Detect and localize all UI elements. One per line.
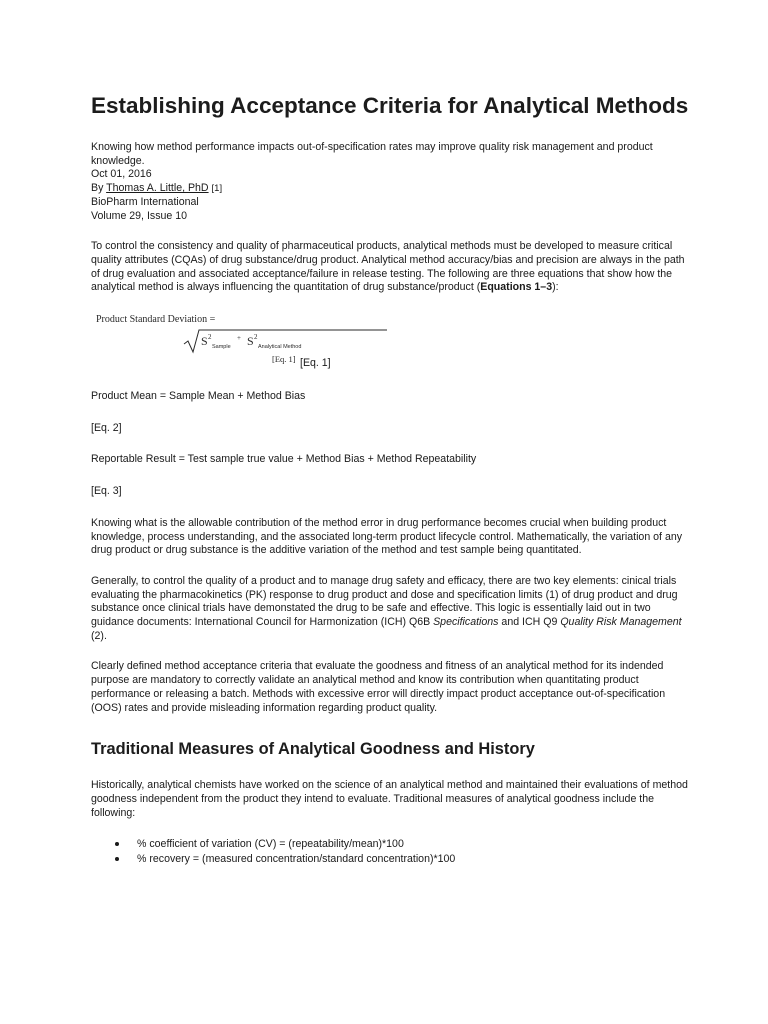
equation-1-image xyxy=(91,314,411,372)
list-item-text: % coefficient of variation (CV) = (repeatability/mean)*100 xyxy=(137,838,404,851)
section-heading: Traditional Measures of Analytical Goodness and History xyxy=(91,740,535,759)
goodness-measures-list xyxy=(91,837,691,866)
intro-paragraph xyxy=(91,240,691,295)
key-elements-ref: (2). xyxy=(91,629,107,642)
quality-risk-management-title: Quality Risk Management xyxy=(560,616,682,629)
author-ref: [1] xyxy=(211,183,223,195)
publication-name: BioPharm International xyxy=(91,195,199,208)
intro-text: To control the consistency and quality of pharmaceutical products, analytical methods must be developed to measure critical quality attributes (CQAs) of drug substance/drug product. Analytical method accuracy/bias and precision are always in the path of drug evaluation and associated acceptance/failure in release testing. The following are three equations that show how the analytical method is always influencing the quantitation of drug substance/product ( xyxy=(91,240,685,294)
volume-issue: Volume 29, Issue 10 xyxy=(91,209,187,222)
bullet-icon xyxy=(115,857,119,861)
paragraph-method-error: Knowing what is the allowable contribution of the method error in drug performance becomes crucial when building product knowledge, process understanding, and the associated long-term product lifecycle control. Mathematically, the variation of any drug product or drug substance is the additive variation of the method and test sample being quantitated. xyxy=(91,516,683,557)
term-s-method-sup: 2 xyxy=(254,333,258,342)
plus-sign: + xyxy=(237,334,241,343)
square-root-formula xyxy=(182,328,392,354)
intro-text-end: ): xyxy=(552,281,559,294)
key-elements-text-2: and ICH Q9 xyxy=(498,616,561,629)
equation-1-title: Product Standard Deviation = xyxy=(96,314,216,326)
equation-3-label: [Eq. 3] xyxy=(91,485,122,498)
paragraph-history: Historically, analytical chemists have worked on the science of an analytical method and maintained their evaluations of method goodness independent from the product they intend to evaluate. Traditional measures of analytical goodness include the following: xyxy=(91,779,688,819)
list-item xyxy=(91,837,691,852)
article-date: Oct 01, 2016 xyxy=(91,168,152,181)
term-s-sample-sub: Sample xyxy=(212,344,231,351)
byline xyxy=(91,182,691,196)
equation-3-text: Reportable Result = Test sample true value + Method Bias + Method Repeatability xyxy=(91,453,477,466)
intro-equations-ref: Equations 1–3 xyxy=(480,281,553,294)
term-s-method-sub: Analytical Method xyxy=(258,344,302,351)
bullet-icon xyxy=(115,842,119,846)
key-elements-text: Generally, to control the quality of a product and to manage drug safety and efficacy, there are two key elements: cinical trials evaluating the pharmacokinetics (PK) response to drug product and dose and specification limits (1) of drug product and drug substance once clinical trials have demonstated the drug to be safe and effective. This logic is essentially laid out in two guidance documents: International Council for Harmonization (ICH) Q6B xyxy=(91,574,678,629)
article-subtitle: Knowing how method performance impacts out-of-specification rates may improve quality risk management and product knowledge. xyxy=(91,141,653,167)
equation-1-image-tag: [Eq. 1] xyxy=(272,354,296,365)
term-s-sample-sup: 2 xyxy=(208,333,212,342)
term-s-method: S xyxy=(247,334,254,349)
list-item-text: % recovery = (measured concentration/standard concentration)*100 xyxy=(137,852,456,865)
specifications-title: Specifications xyxy=(433,616,499,629)
paragraph-acceptance-criteria: Clearly defined method acceptance criteria that evaluate the goodness and fitness of an analytical method for its indended purpose are mandatory to correctly validate an analytical method and know its contribution when quantitating product performance or releasing a batch. Methods with excessive error will directly impact product acceptance out-of-specification (OOS) rates and provide misleading information regarding product quality. xyxy=(91,660,666,714)
equation-1-label: [Eq. 1] xyxy=(300,357,331,370)
article-title: Establishing Acceptance Criteria for Analytical Methods xyxy=(91,93,689,118)
article xyxy=(91,92,691,866)
equation-2-label: [Eq. 2] xyxy=(91,421,122,434)
paragraph-key-elements xyxy=(91,575,691,644)
article-meta xyxy=(91,141,691,223)
by-prefix: By xyxy=(91,182,107,195)
list-item xyxy=(91,852,691,867)
term-s-sample: S xyxy=(201,334,208,349)
author-link[interactable]: Thomas A. Little, PhD xyxy=(106,182,209,195)
equation-2-text: Product Mean = Sample Mean + Method Bias xyxy=(91,390,306,403)
